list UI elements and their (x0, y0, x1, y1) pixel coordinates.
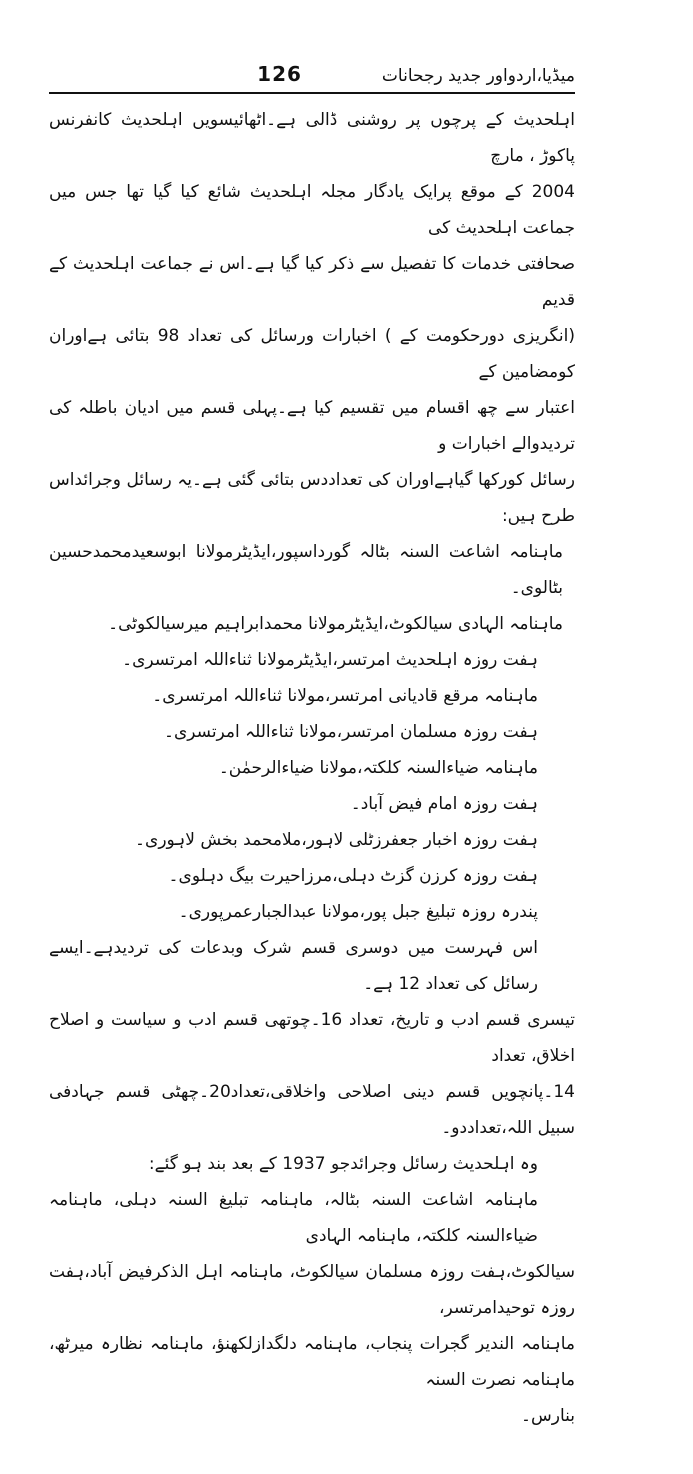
list-item: ہفت روزہ کرزن گزٹ دہلی،مرزاحیرت بیگ دہلوی۔ (168, 866, 538, 886)
periodicals-list (49, 534, 575, 930)
text-line: ماہنامہ الندیر گجرات پنجاب، ماہنامہ دلگدازلکھنؤ، ماہنامہ نظارہ میرٹھ، ماہنامہ نصرت السنہ (49, 1334, 575, 1390)
text-line: سیالکوٹ،ہفت روزہ مسلمان سیالکوٹ، ماہنامہ اہل الذکرفیض آباد،ہفت روزہ توحیدامرتسر، (49, 1262, 575, 1318)
text-line: تیسری قسم ادب و تاریخ، تعداد 16۔چوتھی قسم ادب و سیاست و اصلاح اخلاق، تعداد (49, 1010, 575, 1066)
list-item: ماہنامہ ضیاءالسنہ کلکتہ،مولانا ضیاءالرحمٰن۔ (218, 758, 538, 778)
text-line: بنارس۔ (521, 1406, 575, 1426)
text-line: صحافتی خدمات کا تفصیل سے ذکر کیا گیا ہے۔اس نے جماعت اہلحدیث کے قدیم (49, 254, 575, 310)
list-item: ماہنامہ الہادی سیالکوٹ،ایڈیٹرمولانا محمدابراہیم میرسیالکوٹی۔ (108, 614, 563, 634)
text-line: 14۔پانچویں قسم دینی اصلاحی واخلاقی،تعداد20۔چھٹی قسم جہادفی سبیل اللہ،تعداددو۔ (49, 1082, 575, 1138)
text-line: 2004 کے موقع پرایک یادگار مجلہ اہلحدیث شائع کیا گیا تھا جس میں جماعت اہلحدیث کی (49, 182, 575, 238)
running-header (49, 62, 575, 94)
list-item: ہفت روزہ مسلمان امرتسر،مولانا ثناءاللہ امرتسری۔ (164, 722, 538, 742)
list-item: ہفت روزہ امام فیض آباد۔ (350, 794, 538, 814)
closed-periodicals (49, 1146, 575, 1434)
list-item: ہفت روزہ اہلحدیث امرتسر،ایڈیٹرمولانا ثناءاللہ امرتسری۔ (122, 650, 538, 670)
list-item: ہفت روزہ اخبار جعفرزٹلی لاہور،ملامحمد بخش لاہوری۔ (135, 830, 538, 850)
running-title: میڈیا،اردواور جدید رجحانات (381, 66, 575, 86)
list-item: ماہنامہ اشاعت السنہ بٹالہ گورداسپور،ایڈیٹرمولانا ابوسعیدمحمدحسین بٹالوی۔ (49, 542, 563, 598)
list-item: پندرہ روزہ تبلیغ جبل پور،مولانا عبدالجبارعمرپوری۔ (178, 902, 538, 922)
text-line: ماہنامہ اشاعت السنہ بٹالہ، ماہنامہ تبلیغ السنہ دہلی، ماہنامہ ضیاءالسنہ کلکتہ، ماہنامہ الہادی (49, 1190, 538, 1246)
intro-paragraph (49, 102, 575, 534)
text-line: اس فہرست میں دوسری قسم شرک وبدعات کی تردیدہے۔ایسے رسائل کی تعداد 12 ہے۔ (49, 938, 538, 994)
list-item: ماہنامہ مرقع قادیانی امرتسر،مولانا ثناءاللہ امرتسری۔ (152, 686, 538, 706)
page-number: 126 (257, 62, 302, 86)
text-line: (انگریزی دورحکومت کے ) اخبارات ورسائل کی تعداد 98 بتائی ہےاوران کومضامین کے (49, 326, 575, 382)
categories-paragraph (49, 930, 575, 1146)
section-heading: وہ اہلحدیث رسائل وجرائدجو 1937 کے بعد بند ہو گئے: (148, 1154, 538, 1174)
text-line: رسائل کورکھا گیاہےاوران کی تعداددس بتائی گئی ہے۔یہ رسائل وجرائداس طرح ہیں: (49, 470, 575, 526)
text-line: اعتبار سے چھ اقسام میں تقسیم کیا ہے۔پہلی قسم میں ادیان باطلہ کی تردیدوالے اخبارات و (49, 398, 575, 454)
text-line: اہلحدیث کے پرچوں پر روشنی ڈالی ہے۔اٹھائیسویں اہلحدیث کانفرنس پاکوڑ ، مارچ (49, 110, 575, 166)
